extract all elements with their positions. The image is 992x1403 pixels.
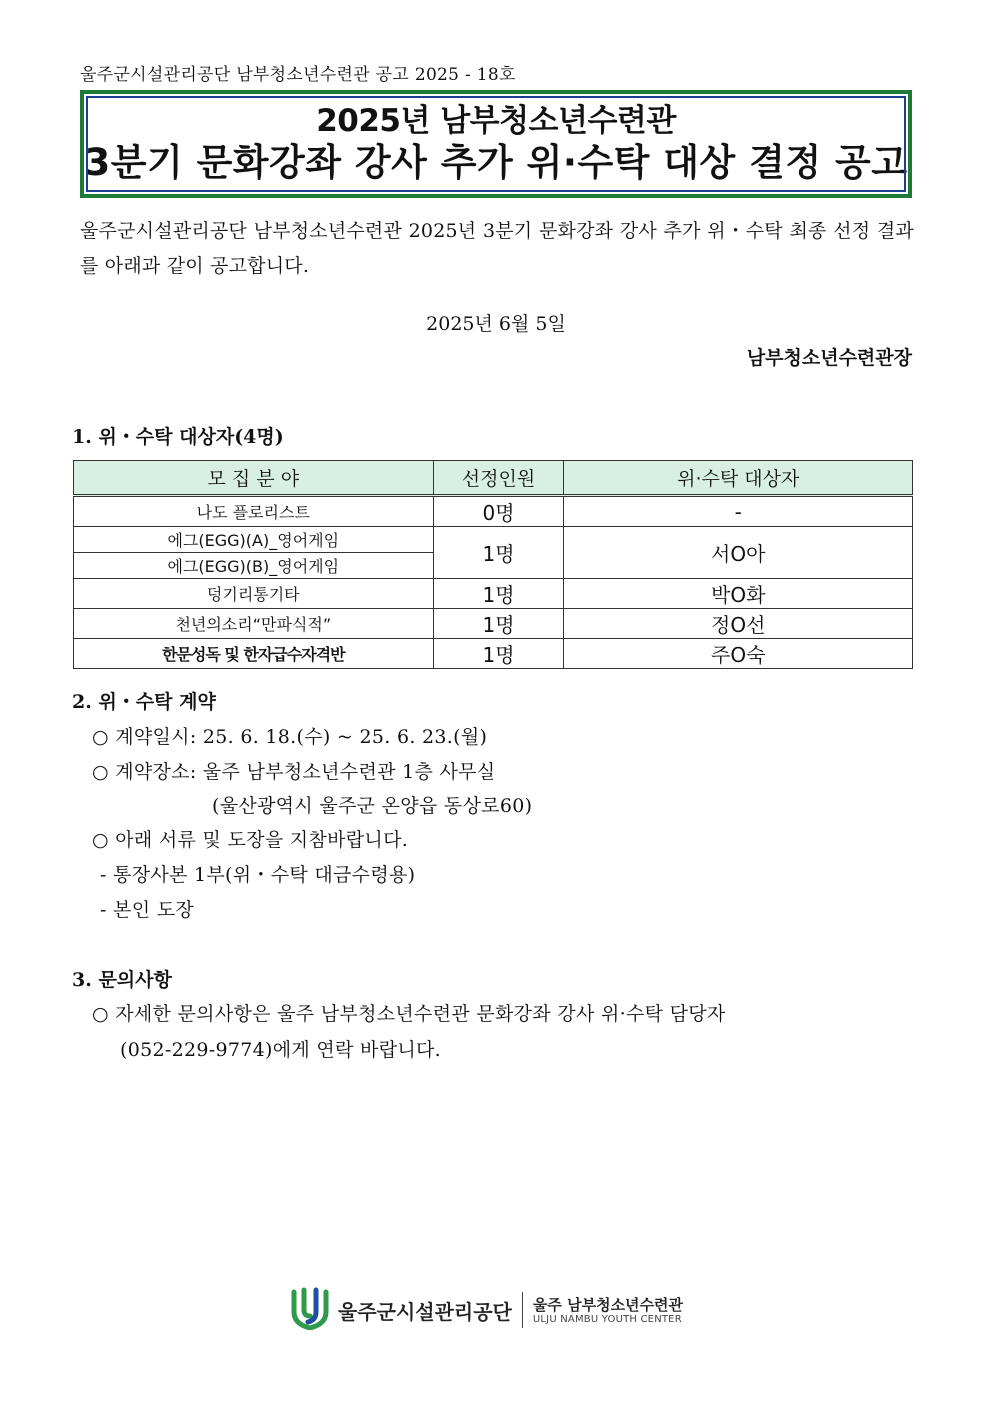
field-cell: 에그(EGG)(B)_영어게임 [74, 553, 434, 579]
table-row [74, 579, 913, 609]
org-name: 울주군시설관리공단 [338, 1299, 512, 1324]
title-box [80, 90, 912, 198]
name-cell: - [564, 496, 913, 527]
column-header: 선정인원 [433, 461, 564, 496]
section-2-heading: 2. 위・수탁 계약 [72, 691, 216, 713]
table-header-row [74, 461, 913, 496]
column-header: 모 집 분 야 [74, 461, 434, 496]
field-cell: 한문성독 및 한자급수자격반 [74, 639, 434, 669]
count-cell: 1명 [433, 527, 564, 579]
center-name-block [533, 1296, 683, 1325]
count-cell: 1명 [433, 579, 564, 609]
name-cell: 주O숙 [564, 639, 913, 669]
name-cell: 서O아 [564, 527, 913, 579]
field-cell: 천년의소리“만파식적” [74, 609, 434, 639]
center-name-en: ULJU NAMBU YOUTH CENTER [532, 1313, 682, 1325]
count-cell: 0명 [433, 496, 564, 527]
document-item: - 본인 도장 [100, 899, 195, 921]
document-item: - 통장사본 1부(위・수탁 대금수령용) [100, 864, 416, 886]
signer: 남부청소년수련관장 [746, 347, 912, 369]
title-line-2: 3분기 문화강좌 강사 추가 위·수탁 대상 결정 공고 [84, 141, 908, 184]
inquiry-contact-line: (052-229-9774)에게 연락 바랍니다. [120, 1039, 441, 1061]
intro-paragraph: 울주군시설관리공단 남부청소년수련관 2025년 3분기 문화강좌 강사 추가 위・수탁 최종 선정 결과를 아래과 같이 공고합니다. [80, 220, 914, 277]
section-3-heading: 3. 문의사항 [72, 969, 172, 991]
selection-table [73, 460, 913, 669]
count-cell: 1명 [433, 609, 564, 639]
documents-line: ○ 아래 서류 및 도장을 지참바랍니다. [92, 829, 409, 851]
inquiry-line: ○ 자세한 문의사항은 울주 남부청소년수련관 문화강좌 강사 위·수탁 담당자 [92, 1003, 726, 1025]
contract-date-line: ○ 계약일시: 25. 6. 18.(수) ~ 25. 6. 23.(월) [92, 726, 488, 748]
field-cell: 덩기리통기타 [74, 579, 434, 609]
table-row [74, 609, 913, 639]
contract-address-line: (울산광역시 울주군 온양읍 동상로60) [212, 795, 533, 817]
notice-number: 울주군시설관리공단 남부청소년수련관 공고 2025 - 18호 [80, 65, 516, 85]
column-header: 위·수탁 대상자 [564, 461, 913, 496]
name-cell: 정O선 [564, 609, 913, 639]
footer-logo-block [290, 1287, 683, 1333]
name-cell: 박O화 [564, 579, 913, 609]
table-row [74, 639, 913, 669]
section-1-heading: 1. 위・수탁 대상자(4명) [72, 426, 284, 448]
notice-date: 2025년 6월 5일 [426, 313, 566, 335]
center-name: 울주 남부청소년수련관 [532, 1295, 684, 1314]
footer-divider [522, 1292, 523, 1328]
title-line-1: 2025년 남부청소년수련관 [316, 103, 676, 139]
contract-place-line: ○ 계약장소: 울주 남부청소년수련관 1층 사무실 [92, 761, 496, 783]
ulju-logo-icon [290, 1286, 330, 1334]
table-row [74, 527, 913, 553]
field-cell: 에그(EGG)(A)_영어게임 [74, 527, 434, 553]
field-cell: 나도 플로리스트 [74, 496, 434, 527]
table-row [74, 496, 913, 527]
count-cell: 1명 [433, 639, 564, 669]
